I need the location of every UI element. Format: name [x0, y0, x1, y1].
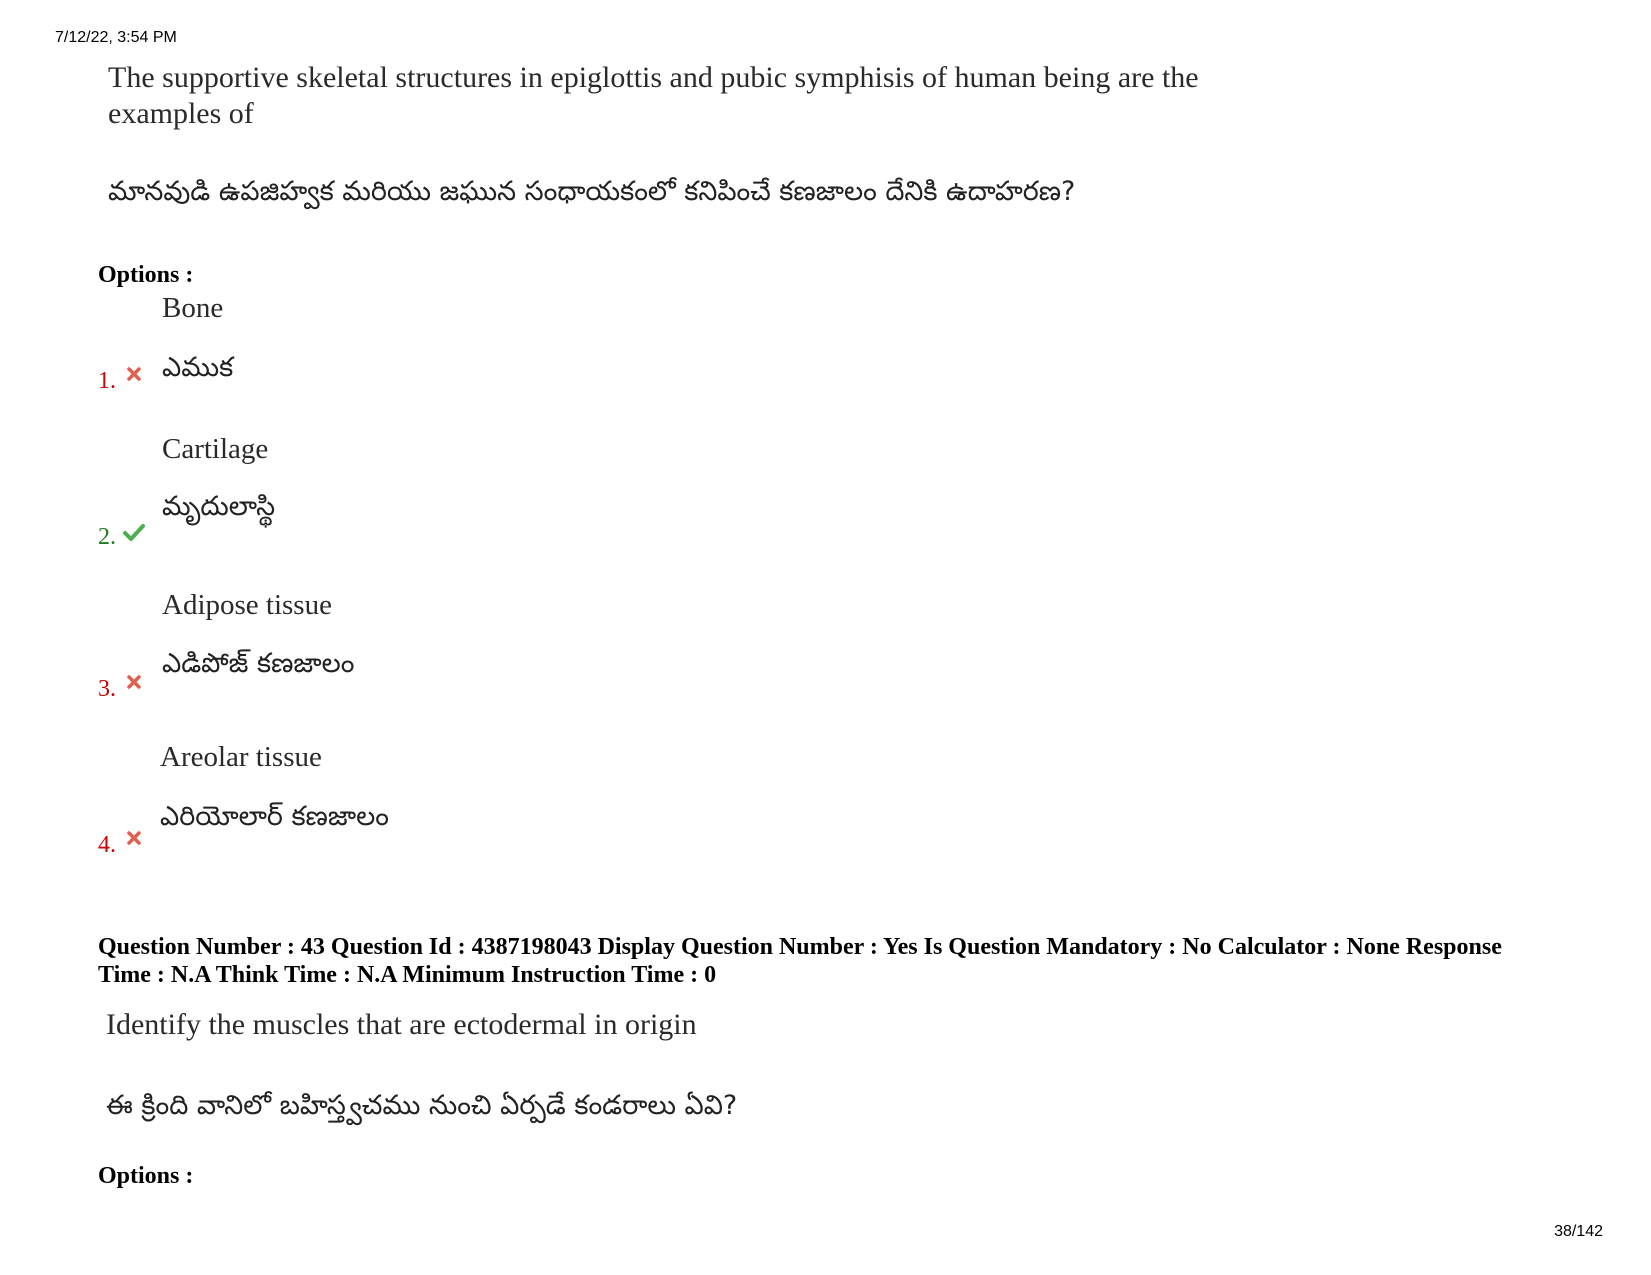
- option-4-number: 4.: [98, 832, 116, 858]
- question-text-block: [108, 60, 1228, 210]
- question-metadata: [98, 933, 1618, 989]
- options-label: Options :: [98, 262, 194, 288]
- question-metadata-line-1: Question Number : 43 Question Id : 4387198043 Display Question Number : Yes Is Question Mandatory : No Calculator : None Response: [98, 934, 1502, 960]
- option-4-text-telugu: ఎరియోలార్ కణజాలం: [160, 801, 389, 832]
- option-1-text-telugu: ఎముక: [162, 352, 234, 383]
- option-3-text-english: Adipose tissue: [162, 589, 332, 621]
- cross-icon: [126, 366, 142, 382]
- option-3-number: 3.: [98, 676, 116, 702]
- question-metadata-line-2: Time : N.A Think Time : N.A Minimum Instruction Time : 0: [98, 962, 717, 988]
- cross-icon: [126, 830, 142, 846]
- option-1-text-english: Bone: [162, 292, 224, 324]
- option-1-number: 1.: [98, 368, 116, 394]
- cross-icon: [126, 674, 142, 690]
- option-3-text-telugu: ఎడిపోజ్ కణజాలం: [162, 648, 355, 679]
- next-options-label: Options :: [98, 1163, 194, 1189]
- check-icon: [122, 522, 146, 542]
- option-4-text-english: Areolar tissue: [160, 741, 322, 773]
- question-text-telugu: మానవుడి ఉపజిహ్వక మరియు జఘున సంధాయకంలో కనిపించే కణజాలం దేనికి ఉదాహరణ?: [108, 176, 1076, 207]
- option-2-number: 2.: [98, 524, 116, 550]
- next-question-text-telugu: ఈ క్రింది వానిలో బహిస్త్వచము నుంచి ఏర్పడే కండరాలు ఏవి?: [106, 1090, 738, 1121]
- next-question-text-english: Identify the muscles that are ectodermal in origin: [106, 1008, 697, 1041]
- page-number: 38/142: [1554, 1223, 1603, 1240]
- print-timestamp: 7/12/22, 3:54 PM: [55, 29, 177, 46]
- option-2-text-english: Cartilage: [162, 433, 269, 465]
- question-text-english: The supportive skeletal structures in epiglottis and pubic symphisis of human being are the examples of: [108, 61, 1199, 130]
- option-2-text-telugu: మృదులాస్థి: [162, 491, 276, 522]
